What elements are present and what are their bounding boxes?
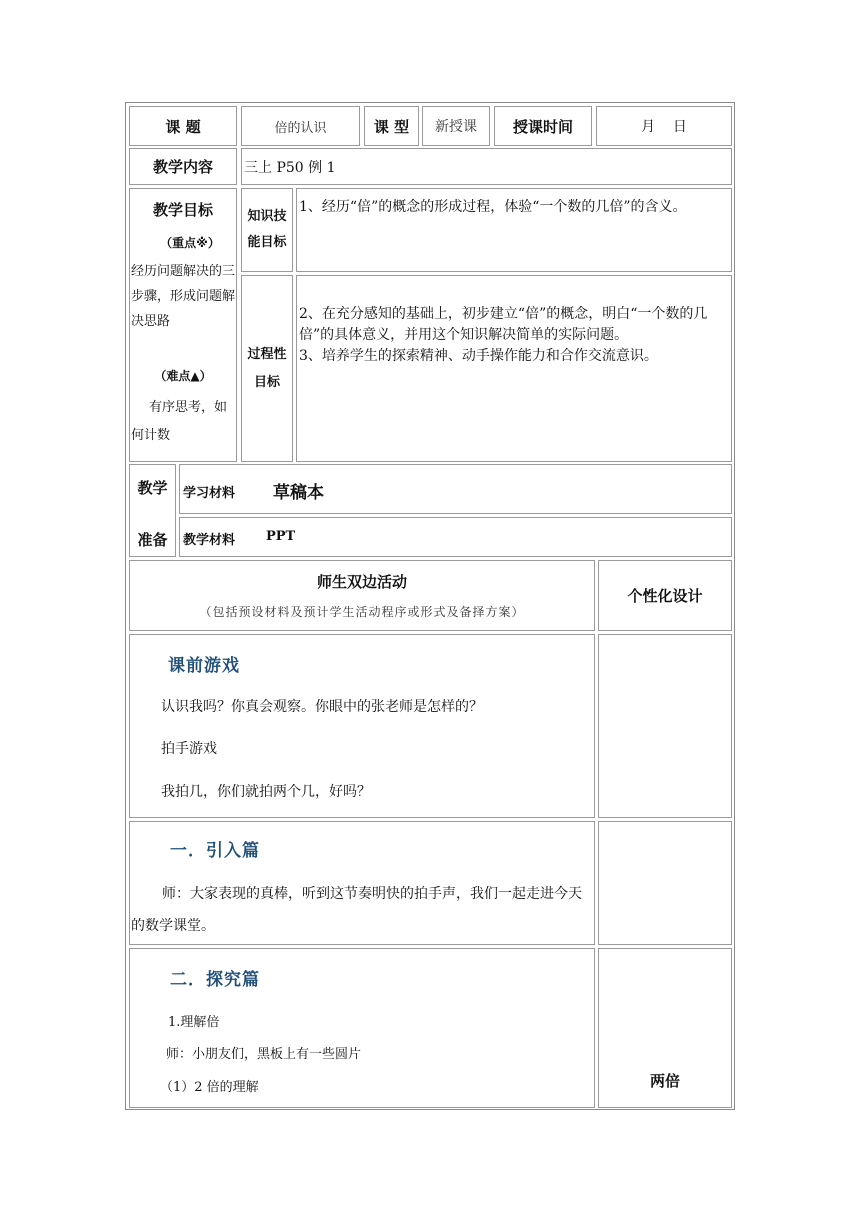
content-label: 教学内容	[129, 148, 237, 185]
goals-label: 教学目标	[152, 201, 213, 219]
content-value: 三上 P50 例 1	[241, 148, 732, 185]
process-goal-label: 过程性目标	[241, 275, 293, 462]
knowledge-goal-text: 1、经历“倍”的概念的形成过程，体验“一个数的几倍”的含义。	[296, 188, 732, 272]
activities-title: 师生双边活动	[316, 573, 407, 591]
activities-subtitle: （包括预设材料及预计学生活动程序或形式及备择方案）	[199, 605, 525, 619]
section-exploration	[129, 948, 595, 1108]
key-point-label: （重点※）	[160, 236, 220, 250]
section-pre-class-game	[129, 634, 595, 818]
intro-design-cell	[598, 821, 732, 945]
study-material-value: 草稿本	[273, 483, 324, 503]
section-intro-heading: 一．引入篇	[170, 841, 260, 861]
teach-material-row	[179, 517, 732, 557]
knowledge-goal-label: 知识技能目标	[241, 188, 293, 272]
topic-value: 倍的认识	[241, 106, 360, 146]
process-goal-item-3: 3、培养学生的探索精神、动手操作能力和合作交流意识。	[299, 348, 658, 364]
personal-design-label: 个性化设计	[598, 560, 732, 631]
difficult-point-label: （难点▲）	[154, 369, 212, 383]
difficult-point-text: 有序思考，如何计数	[131, 400, 228, 443]
pre-class-line-2: 拍手游戏	[161, 741, 217, 757]
process-goal-text	[296, 275, 732, 462]
study-material-label: 学习材料	[183, 486, 236, 501]
section-introduction	[129, 821, 595, 945]
intro-text: 师：大家表现的真棒，听到这节奏明快的拍手声，我们一起走进今天的数学课堂。	[131, 886, 582, 934]
pre-class-line-3: 我拍几，你们就拍两个几，好吗？	[161, 784, 371, 800]
explore-design-note: 两倍	[649, 1072, 680, 1090]
time-value: 月 日	[596, 106, 732, 146]
teach-material-value: PPT	[266, 529, 296, 544]
study-material-row	[179, 464, 732, 514]
pre-class-line-1: 认识我吗？你真会观察。你眼中的张老师是怎样的？	[161, 699, 483, 715]
section-explore-heading: 二．探究篇	[170, 970, 260, 990]
explore-design-cell	[598, 948, 732, 1108]
teach-material-label: 教学材料	[183, 533, 236, 548]
goals-cell	[129, 188, 237, 462]
activities-header	[129, 560, 595, 631]
key-point-text: 经历问题解决的三步骤，形成问题解决思路	[131, 264, 236, 329]
type-label: 课 型	[364, 106, 419, 146]
explore-line-3: （1）2 倍的理解	[160, 1080, 259, 1095]
type-value: 新授课	[422, 106, 490, 146]
pre-class-design-cell	[598, 634, 732, 818]
time-label: 授课时间	[494, 106, 592, 146]
prep-label: 教学 准备	[129, 464, 176, 557]
topic-label: 课 题	[129, 106, 237, 146]
explore-line-1: 1.理解倍	[168, 1015, 220, 1030]
explore-line-2: 师：小朋友们，黑板上有一些圆片	[166, 1047, 362, 1062]
process-goal-item-2: 2、在充分感知的基础上，初步建立“倍”的概念，明白“一个数的几倍”的具体意义，并用这个知识解决简单的实际问题。	[299, 306, 708, 343]
section-pre-class-heading: 课前游戏	[168, 656, 240, 676]
